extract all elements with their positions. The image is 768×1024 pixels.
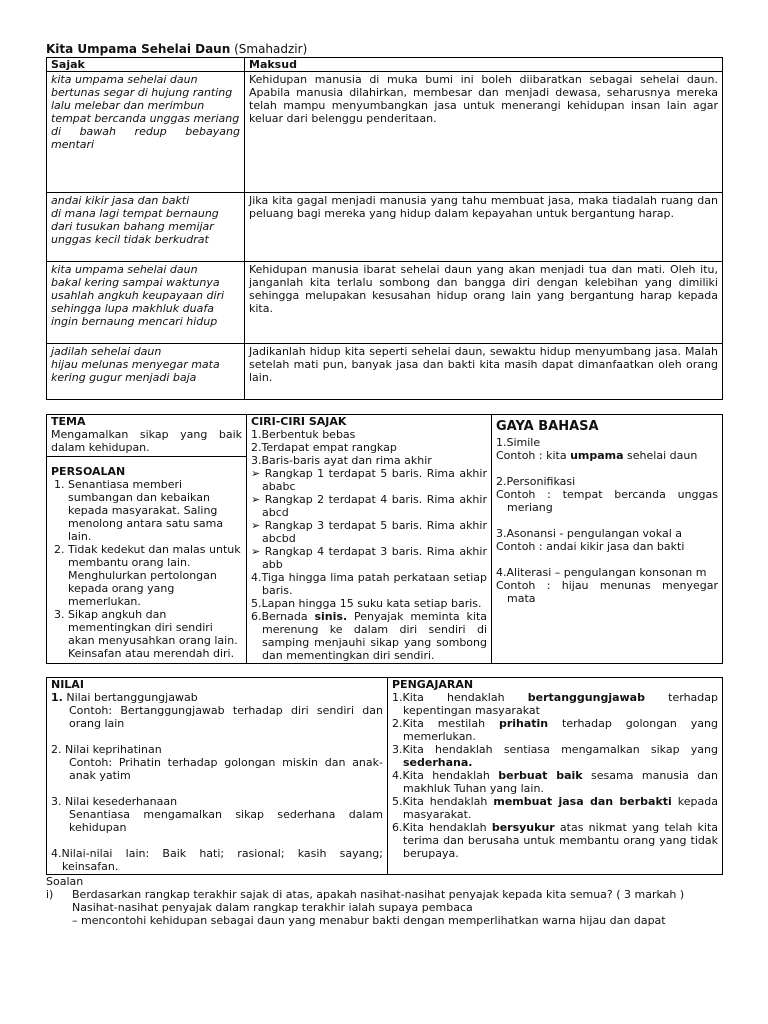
poem-line: bertunas segar di hujung ranting — [51, 86, 233, 99]
list-item: 2.Terdapat empat rangkap — [251, 441, 397, 454]
page-title — [46, 42, 726, 56]
list-item: 5.Kita hendaklah membuat jasa dan berbakti kepada masyarakat. — [392, 795, 718, 821]
stanza-cell — [47, 72, 245, 193]
arrow-bullet-icon: ➢ — [251, 545, 261, 558]
stanza-cell — [47, 344, 245, 400]
poem-line: andai kikir jasa dan bakti — [51, 194, 190, 207]
example-line: Contoh : hijau menunas menyegar mata — [496, 579, 718, 605]
meaning-cell: Kehidupan manusia ibarat sehelai daun yang akan menjadi tua dan mati. Oleh itu, janganlah kita terlalu sombong dan bangga diri dengan kelebihan yang dimiliki sehingga melupakan kesusahan hidup orang lain yang bergantung harap kepada kita. — [245, 262, 723, 344]
example-line: Contoh : andai kikir jasa dan bakti — [496, 540, 685, 553]
list-item: 3. Sikap angkuh dan mementingkan diri sendiri akan menyusahkan orang lain. Keinsafan atau merendah diri. — [68, 608, 242, 660]
persoalan-section — [47, 457, 246, 662]
list-item: 3.Asonansi - pengulangan vokal a — [496, 527, 683, 540]
list-item: 3.Kita hendaklah sentiasa mengamalkan sikap yang sederhana. — [392, 743, 718, 769]
list-item: 1. Senantiasa memberi sumbangan dan kebaikan kepada masyarakat. Saling menolong antara satu sama lain. — [68, 478, 242, 543]
poem-line: jadilah sehelai daun — [51, 345, 162, 358]
header-maksud: Maksud — [245, 58, 723, 72]
persoalan-heading: PERSOALAN — [51, 465, 126, 478]
poem-meaning-table — [46, 57, 723, 400]
nilai-heading: NILAI — [51, 678, 84, 691]
analysis-table — [46, 414, 723, 664]
list-item: 3. Nilai kesederhanaan Senantiasa mengamalkan sikap sederhana dalam kehidupan — [51, 795, 383, 834]
poem-line: kita umpama sehelai daun — [51, 73, 198, 86]
table-row — [47, 262, 723, 344]
list-item: 1.Simile — [496, 436, 541, 449]
ciri-ciri-column — [247, 415, 492, 664]
poem-line: kita umpama sehelai daun — [51, 263, 198, 276]
example-line: Contoh : tempat bercanda unggas meriang — [496, 488, 718, 514]
list-item: 6.Kita hendaklah bersyukur atas nikmat yang telah kita terima dan berusaha untuk membantu orang yang tidak berupaya. — [392, 821, 718, 860]
pengajaran-column — [388, 678, 723, 875]
nilai-column — [47, 678, 388, 875]
poem-line: kering gugur menjadi baja — [51, 371, 197, 384]
poem-line: ingin bernaung mencari hidup — [51, 315, 218, 328]
answer-line: Nasihat-nasihat penyajak dalam rangkap terakhir ialah supaya pembaca — [72, 901, 473, 914]
poem-title: Kita Umpama Sehelai Daun — [46, 42, 231, 56]
question — [46, 888, 726, 901]
list-item: 2. Tidak kedekut dan malas untuk membantu orang lain. Menghulurkan pertolongan kepada orang yang memerlukan. — [68, 543, 242, 608]
poem-line: usahlah angkuh keupayaan diri — [51, 289, 225, 302]
tema-heading: TEMA — [51, 415, 86, 428]
question-number: i) — [46, 888, 54, 901]
list-item: ➢ Rangkap 4 terdapat 3 baris. Rima akhir abb — [251, 545, 487, 571]
list-item: 2.Personifikasi — [496, 475, 576, 488]
table-row — [47, 193, 723, 262]
poem-author: (Smahadzir) — [234, 42, 308, 56]
poem-line: dari tusukan bahang memijar — [51, 220, 214, 233]
question-text: Berdasarkan rangkap terakhir sajak di atas, apakah nasihat-nasihat penyajak kepada kita semua? ( 3 markah ) — [72, 888, 685, 901]
example-line: Contoh : kita umpama sehelai daun — [496, 449, 698, 462]
poem-line: bakal kering sampai waktunya — [51, 276, 220, 289]
question-section — [46, 875, 726, 927]
tema-text: Mengamalkan sikap yang baik dalam kehidupan. — [51, 428, 242, 454]
values-lessons-table — [46, 677, 723, 875]
ciri-heading: CIRI-CIRI SAJAK — [251, 415, 347, 428]
poem-line: di bawah redup bebayang mentari — [51, 125, 240, 151]
meaning-cell: Jika kita gagal menjadi manusia yang tahu membuat jasa, maka tiadalah ruang dan peluang bagi mereka yang hidup dalam kepayahan untuk bergantung harap. — [245, 193, 723, 262]
persoalan-list — [51, 478, 242, 660]
list-item: 3.Baris-baris ayat dan rima akhir — [251, 454, 432, 467]
list-item: 1.Berbentuk bebas — [251, 428, 356, 441]
tema-persoalan-column — [47, 415, 247, 664]
arrow-bullet-icon: ➢ — [251, 467, 261, 480]
list-item: 4.Tiga hingga lima patah perkataan setiap baris. — [251, 571, 487, 597]
list-item: 1.Kita hendaklah bertanggungjawab terhadap kepentingan masyarakat — [392, 691, 718, 717]
arrow-bullet-icon: ➢ — [251, 519, 261, 532]
arrow-bullet-icon: ➢ — [251, 493, 261, 506]
meaning-cell: Kehidupan manusia di muka bumi ini boleh diibaratkan sebagai sehelai daun. Apabila manusia dilahirkan, membesar dan menjadi dewasa, seharusnya mereka telah mampu menyumbangkan jasa untuk menerangi kehidupan insan lain agar keluar dari belenggu penderitaan. — [245, 72, 723, 193]
poem-line: sehingga lupa makhluk duafa — [51, 302, 214, 315]
list-item: 4.Nilai-nilai lain: Baik hati; rasional; kasih sayang; keinsafan. — [51, 847, 383, 873]
gaya-heading: GAYA BAHASA — [496, 419, 599, 434]
stanza-cell — [47, 262, 245, 344]
rima-list — [251, 467, 487, 571]
gaya-bahasa-column — [492, 415, 723, 664]
poem-line: tempat bercanda unggas meriang — [51, 112, 240, 125]
list-item: 6.Bernada sinis. Penyajak meminta kita merenung ke dalam diri sendiri di samping menjauhi sikap yang sombong dan mementingkan diri sendiri. — [251, 610, 487, 662]
poem-line: lalu melebar dan merimbun — [51, 99, 205, 112]
list-item: ➢ Rangkap 3 terdapat 5 baris. Rima akhir abcbd — [251, 519, 487, 545]
list-item: 5.Lapan hingga 15 suku kata setiap baris. — [251, 597, 482, 610]
table-row — [47, 72, 723, 193]
pengajaran-heading: PENGAJARAN — [392, 678, 474, 691]
list-item: 2.Kita mestilah prihatin terhadap golongan yang memerlukan. — [392, 717, 718, 743]
list-item: ➢ Rangkap 1 terdapat 5 baris. Rima akhir ababc — [251, 467, 487, 493]
list-item: 1. Nilai bertanggungjawab Contoh: Bertanggungjawab terhadap diri sendiri dan orang lain — [51, 691, 383, 730]
poem-line: unggas kecil tidak berkudrat — [51, 233, 209, 246]
poem-line: di mana lagi tempat bernaung — [51, 207, 219, 220]
list-item: 4.Aliterasi – pengulangan konsonan m — [496, 566, 707, 579]
stanza-cell — [47, 193, 245, 262]
list-item: ➢ Rangkap 2 terdapat 4 baris. Rima akhir abcd — [251, 493, 487, 519]
list-item: 2. Nilai keprihatinan Contoh: Prihatin terhadap golongan miskin dan anak-anak yatim — [51, 743, 383, 782]
table-row — [47, 344, 723, 400]
poem-line: hijau melunas menyegar mata — [51, 358, 220, 371]
list-item: 4.Kita hendaklah berbuat baik sesama manusia dan makhluk Tuhan yang lain. — [392, 769, 718, 795]
header-sajak: Sajak — [47, 58, 245, 72]
answer-line: – mencontohi kehidupan sebagai daun yang menabur bakti dengan memperlihatkan warna hijau dan dapat — [72, 914, 666, 927]
tema-section — [47, 415, 246, 457]
worksheet — [46, 42, 726, 927]
soalan-heading: Soalan — [46, 875, 84, 888]
meaning-cell: Jadikanlah hidup kita seperti sehelai daun, sewaktu hidup menyumbang jasa. Malah setelah mati pun, banyak jasa dan bakti kita masih dapat dimanfaatkan oleh orang lain. — [245, 344, 723, 400]
